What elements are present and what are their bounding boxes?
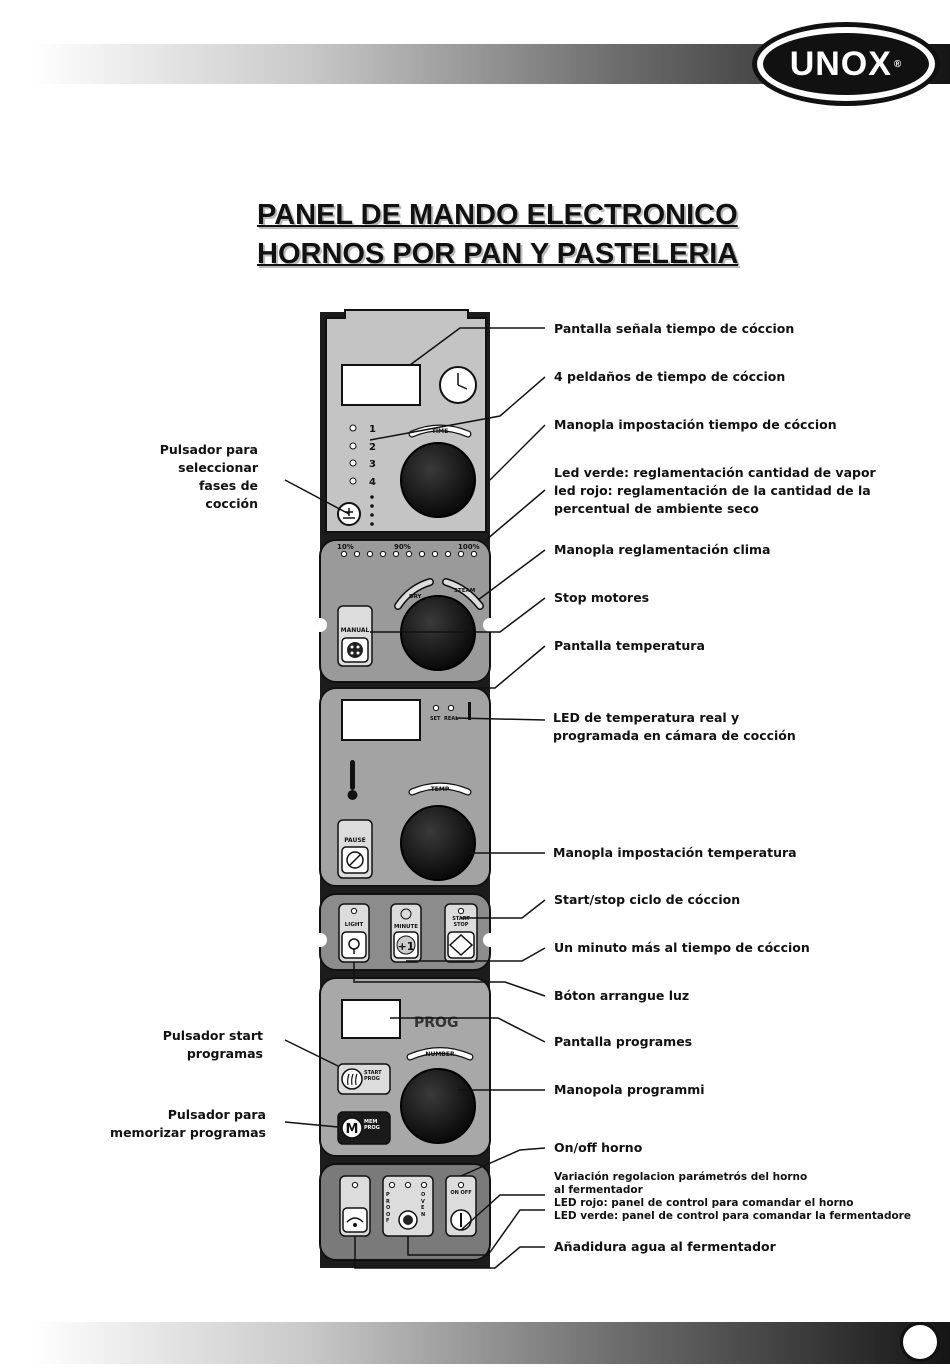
on-off-label: ON OFF [450,1190,472,1196]
label-proof-oven-line-2: al fermentador [554,1184,643,1196]
proof-label: PROOF [386,1192,391,1224]
set-led [433,705,438,710]
label-phase-button-line-2: seleccionar [178,460,258,475]
label-on-off: On/off horno [554,1140,643,1155]
label-temperature-display: Pantalla temperatura [554,638,705,653]
start-stop-button[interactable] [448,932,474,958]
real-label: REAL [444,716,459,722]
set-label: SET [430,716,441,722]
panel-notch-left-1 [313,618,327,632]
start-stop-label: START STOP [452,916,470,928]
label-proof-oven-line-3: LED rojo: panel de control para comandar el horno [554,1197,854,1209]
phase-number-3: 3 [369,459,376,470]
label-humidity-leds-line-1: Led verde: reglamentación cantidad de vapor [554,465,876,480]
label-mem-prog [100,1106,266,1142]
prog-label: PROG [414,1015,459,1031]
label-program-display: Pantalla programes [554,1034,693,1049]
mem-symbol: M [345,1122,359,1137]
phase-number-2: 2 [369,442,376,453]
panel-notch-right-2 [483,933,497,947]
temp-dial-label: TEMP [430,786,450,793]
time-display [342,365,420,405]
label-climate-knob: Manopla reglamentación clima [554,542,771,557]
temperature-knob[interactable] [401,806,475,880]
label-start-prog [120,1027,263,1063]
phase-number-4: 4 [369,477,376,488]
label-light-button: Bóton arrangue luz [554,988,690,1003]
label-temperature-knob: Manopla impostación temperatura [553,845,797,860]
title-line-1: PANEL DE MANDO ELECTRONICO [257,199,738,231]
on-off-button[interactable] [451,1210,471,1230]
footer-gradient-bar [30,1322,950,1364]
label-start-prog-line-1: Pulsador start [162,1028,263,1043]
manual-fan-button[interactable] [342,638,368,662]
proof-label-box [386,1192,394,1236]
humidity-scale-100: 100% [458,543,480,551]
light-label: LIGHT [344,922,364,928]
humidity-scale-90: 90% [394,543,411,551]
plus-one-label: +1 [397,940,415,953]
manual-label: MANUAL [340,627,370,634]
add-water-button[interactable] [343,1208,367,1232]
light-led [351,908,356,913]
water-led [352,1182,357,1187]
on-off-led [458,1182,463,1187]
start-prog-label-box [364,1070,390,1088]
label-time-display: Pantalla señala tiempo de cóccion [554,321,795,336]
temperature-display [342,700,420,740]
program-display [342,1000,400,1038]
label-phase-button-line-1: Pulsador para [159,442,258,457]
proof-led [389,1182,394,1187]
center-led [405,1182,410,1187]
page-number-circle [900,1322,940,1362]
start-stop-led [458,908,463,913]
label-mem-prog-line-1: Pulsador para [167,1107,266,1122]
mem-prog-label-box [364,1119,390,1137]
light-button[interactable] [342,932,366,958]
mem-prog-label: MEM PROG [364,1119,380,1131]
number-dial-label: NUMBER [425,1051,455,1058]
label-plus-one-minute: Un minuto más al tiempo de cóccion [554,940,810,955]
minute-label: MINUTE [393,924,419,930]
dry-label: DRY [409,594,422,600]
label-start-stop: Start/stop ciclo de cóccion [554,892,741,907]
label-proof-oven-line-4: LED verde: panel de control para comandar la fermentadore [554,1210,911,1222]
temp-marker [468,702,471,720]
label-phase-button-line-4: cocción [205,496,258,511]
label-phase-button-line-3: fases de [198,478,258,493]
label-stop-motors: Stop motores [554,590,650,605]
title-line-2: HORNOS POR PAN Y PASTELERIA [257,238,739,270]
registered-mark: ® [893,58,903,70]
oven-label-box [421,1192,429,1236]
brand-name: UNOX [789,44,892,83]
label-time-knob: Manopla impostación tiempo de cóccion [554,417,837,432]
program-knob[interactable] [401,1069,475,1143]
label-program-knob: Manopola programmi [554,1082,705,1097]
time-dial-label: TIME [431,428,449,435]
oven-label: OVEN [421,1192,426,1218]
label-add-water: Añadidura agua al fermentador [554,1239,776,1254]
panel-notch-left-2 [313,933,327,947]
label-temperature-leds-line-2: programada en cámara de cocción [553,728,796,743]
label-mem-prog-line-2: memorizar programas [110,1125,266,1140]
label-time-steps: 4 peldaños de tiempo de cóccion [554,369,786,384]
label-temperature-leds-line-1: LED de temperatura real y [553,710,740,725]
label-humidity-leds [554,464,876,518]
pause-label: PAUSE [344,837,366,844]
label-proof-oven [554,1171,911,1223]
label-phase-button [140,441,258,513]
label-humidity-leds-line-3: percentual de ambiente seco [554,501,759,516]
real-led [448,705,453,710]
pause-button[interactable] [342,847,368,873]
label-start-prog-line-2: programas [186,1046,263,1061]
label-proof-oven-line-1: Variación regolacion parámetrós del horno [554,1171,808,1183]
time-knob[interactable] [401,443,475,517]
climate-knob[interactable] [401,596,475,670]
proof-oven-switch-button[interactable] [399,1211,417,1229]
oven-led [421,1182,426,1187]
start-prog-label: START PROG [364,1070,382,1082]
on-off-label-box [447,1190,475,1206]
label-temperature-leds [553,709,796,745]
steam-label: STEAM [454,588,476,594]
phase-number-1: 1 [369,424,376,435]
label-humidity-leds-line-2: led rojo: reglamentación de la cantidad de la [554,483,871,498]
humidity-scale-10: 10% [337,543,354,551]
panel-notch-right-1 [483,618,497,632]
